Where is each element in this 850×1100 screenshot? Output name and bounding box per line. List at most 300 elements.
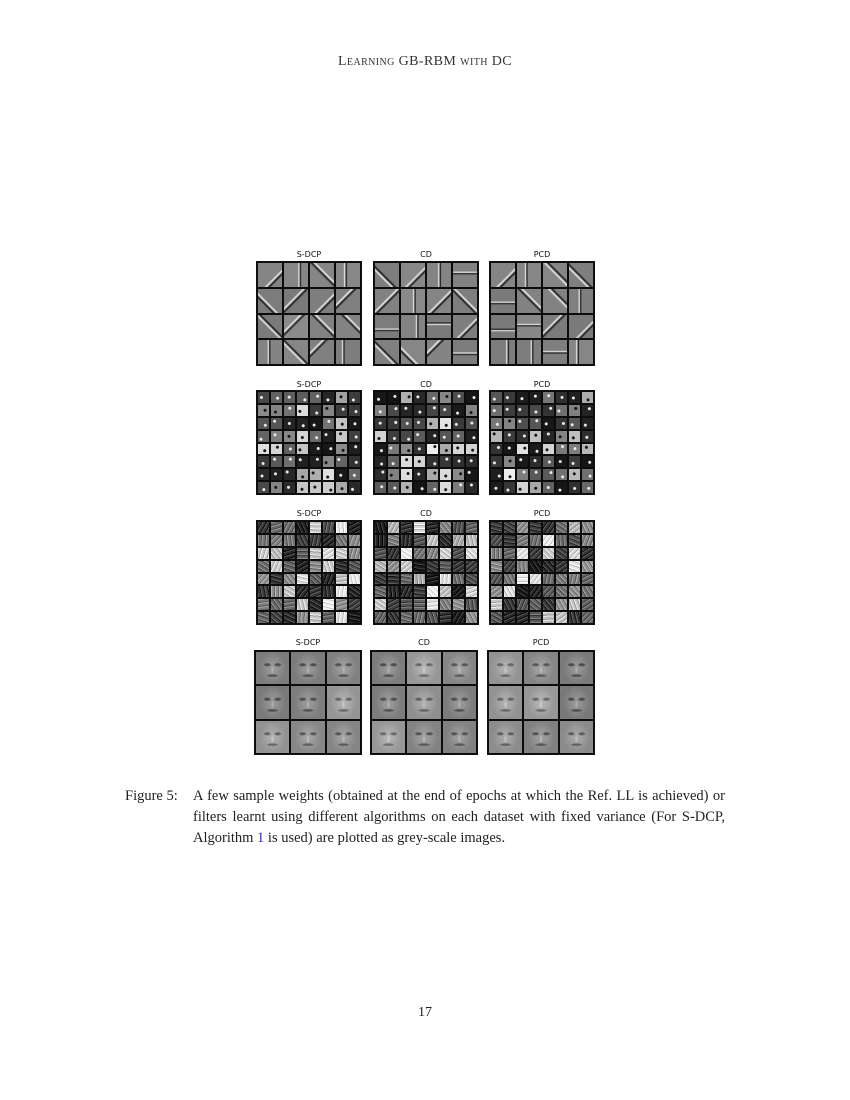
filter-image (542, 573, 555, 586)
filter-image (283, 585, 296, 598)
filter-image (335, 404, 348, 417)
filter-image (426, 391, 439, 404)
filter-image (322, 455, 335, 468)
filter-image (542, 404, 555, 417)
filter-image (374, 262, 400, 288)
filter-image (542, 417, 555, 430)
filter-image (426, 417, 439, 430)
filter-image (413, 521, 426, 534)
filter-image (439, 585, 452, 598)
filter-image (335, 262, 361, 288)
weights-grid-pcd (489, 261, 595, 366)
filter-image (283, 560, 296, 573)
filter-image (348, 391, 361, 404)
filter-image (465, 417, 478, 430)
figure-caption (125, 786, 725, 849)
filter-image (257, 417, 270, 430)
filter-image (529, 455, 542, 468)
filter-image (503, 417, 516, 430)
filter-image (581, 585, 594, 598)
filter-image (439, 443, 452, 456)
filter-image (283, 430, 296, 443)
weights-grid-pcd (489, 520, 595, 625)
filter-image (426, 455, 439, 468)
filter-image (465, 573, 478, 586)
filter-image (555, 534, 568, 547)
filter-image (283, 521, 296, 534)
panel-title: CD (418, 638, 430, 647)
filter-image (568, 443, 581, 456)
filter-image (374, 417, 387, 430)
filter-image (413, 547, 426, 560)
filter-image (465, 455, 478, 468)
filter-image (452, 262, 478, 288)
filter-image (465, 598, 478, 611)
filter-image (400, 391, 413, 404)
filter-image (426, 560, 439, 573)
filter-image (335, 534, 348, 547)
filter-image (296, 598, 309, 611)
filter-image (413, 560, 426, 573)
filter-image (439, 573, 452, 586)
filter-image (270, 455, 283, 468)
filter-image (255, 651, 290, 685)
filter-image (568, 573, 581, 586)
filter-image (581, 573, 594, 586)
filter-image (371, 720, 406, 754)
filter-image (555, 547, 568, 560)
filter-image (322, 481, 335, 494)
filter-image (555, 417, 568, 430)
filter-image (442, 720, 477, 754)
filter-image (296, 573, 309, 586)
filter-image (452, 288, 478, 314)
filter-image (270, 573, 283, 586)
filter-image (322, 430, 335, 443)
filter-image (400, 521, 413, 534)
filter-image (283, 481, 296, 494)
filter-image (348, 598, 361, 611)
filter-image (335, 468, 348, 481)
filter-image (413, 443, 426, 456)
filter-image (257, 430, 270, 443)
panel-title: CD (420, 380, 432, 389)
filter-image (581, 611, 594, 624)
weights-grid-cd (373, 261, 479, 366)
filter-image (296, 417, 309, 430)
filter-image (568, 314, 594, 340)
panel-title: PCD (532, 638, 550, 647)
filter-image (387, 481, 400, 494)
filter-image (270, 430, 283, 443)
filter-image (290, 685, 325, 719)
filter-image (283, 611, 296, 624)
filter-image (348, 534, 361, 547)
filter-image (426, 547, 439, 560)
filter-image (283, 314, 309, 340)
filter-image (465, 534, 478, 547)
filter-image (439, 560, 452, 573)
filter-image (335, 443, 348, 456)
filter-image (490, 611, 503, 624)
filter-image (426, 262, 452, 288)
filter-image (426, 404, 439, 417)
filter-image (296, 455, 309, 468)
filter-image (542, 547, 555, 560)
filter-image (322, 560, 335, 573)
filter-image (529, 534, 542, 547)
filter-image (490, 443, 503, 456)
filter-image (296, 585, 309, 598)
filter-image (335, 547, 348, 560)
filter-image (283, 547, 296, 560)
filter-image (503, 585, 516, 598)
filter-image (581, 455, 594, 468)
filter-image (309, 314, 335, 340)
filter-image (439, 404, 452, 417)
filter-image (568, 455, 581, 468)
running-head: Learning GB-RBM with DC (337, 54, 513, 69)
filter-image (374, 455, 387, 468)
filter-image (581, 391, 594, 404)
filter-image (322, 404, 335, 417)
filter-image (322, 611, 335, 624)
filter-image (387, 417, 400, 430)
filter-image (335, 288, 361, 314)
filter-image (529, 547, 542, 560)
filter-image (542, 598, 555, 611)
filter-image (283, 404, 296, 417)
filter-image (270, 611, 283, 624)
filter-image (296, 611, 309, 624)
filter-image (542, 288, 568, 314)
filter-image (426, 521, 439, 534)
filter-image (490, 455, 503, 468)
filter-image (490, 560, 503, 573)
filter-image (413, 534, 426, 547)
filter-image (568, 547, 581, 560)
filter-image (400, 585, 413, 598)
filter-image (490, 339, 516, 365)
filter-image (529, 573, 542, 586)
filter-image (413, 598, 426, 611)
filter-image (400, 288, 426, 314)
filter-image (322, 468, 335, 481)
filter-image (490, 417, 503, 430)
filter-image (283, 262, 309, 288)
filter-image (283, 455, 296, 468)
filter-image (348, 611, 361, 624)
filter-image (516, 288, 542, 314)
filter-image (387, 560, 400, 573)
filter-image (452, 404, 465, 417)
filter-image (296, 560, 309, 573)
filter-image (413, 455, 426, 468)
filter-image (322, 521, 335, 534)
filter-image (374, 560, 387, 573)
filter-image (555, 443, 568, 456)
filter-image (529, 404, 542, 417)
algorithm-reference-link[interactable]: 1 (257, 830, 265, 846)
filter-image (296, 391, 309, 404)
filter-image (348, 404, 361, 417)
filter-image (400, 481, 413, 494)
filter-image (490, 262, 516, 288)
filter-image (374, 391, 387, 404)
filter-image (257, 521, 270, 534)
filter-image (542, 455, 555, 468)
filter-image (400, 262, 426, 288)
filter-image (335, 430, 348, 443)
filter-image (568, 262, 594, 288)
filter-image (529, 468, 542, 481)
filter-image (568, 468, 581, 481)
panel-title: PCD (533, 250, 551, 259)
filter-image (581, 598, 594, 611)
filter-image (309, 288, 335, 314)
filter-image (490, 573, 503, 586)
filter-image (309, 598, 322, 611)
filter-image (374, 598, 387, 611)
filter-image (555, 611, 568, 624)
filter-image (529, 598, 542, 611)
filter-image (296, 534, 309, 547)
filter-image (309, 481, 322, 494)
filter-image (270, 404, 283, 417)
filter-image (555, 468, 568, 481)
caption-text (193, 786, 725, 849)
filter-image (490, 521, 503, 534)
filter-image (516, 534, 529, 547)
filter-image (516, 598, 529, 611)
filter-image (490, 391, 503, 404)
filter-image (283, 468, 296, 481)
filter-image (374, 521, 387, 534)
filter-image (400, 430, 413, 443)
filter-image (309, 547, 322, 560)
weights-grid-s-dcp (256, 520, 362, 625)
filter-image (348, 547, 361, 560)
filter-image (270, 481, 283, 494)
filter-image (516, 417, 529, 430)
filter-image (426, 314, 452, 340)
filter-image (426, 339, 452, 365)
filter-image (309, 560, 322, 573)
filter-image (523, 720, 558, 754)
filter-image (257, 534, 270, 547)
filter-image (309, 573, 322, 586)
filter-image (542, 391, 555, 404)
filter-image (374, 547, 387, 560)
filter-image (400, 560, 413, 573)
weights-grid-s-dcp (256, 261, 362, 366)
filter-image (529, 560, 542, 573)
filter-image (523, 685, 558, 719)
filter-image (387, 611, 400, 624)
filter-image (452, 417, 465, 430)
filter-image (283, 573, 296, 586)
filter-image (465, 585, 478, 598)
filter-image (503, 404, 516, 417)
filter-image (387, 443, 400, 456)
filter-image (426, 468, 439, 481)
filter-image (257, 611, 270, 624)
filter-image (374, 314, 400, 340)
filter-image (465, 547, 478, 560)
filter-image (465, 521, 478, 534)
filter-image (400, 339, 426, 365)
filter-image (335, 339, 361, 365)
filter-image (387, 547, 400, 560)
filter-image (348, 481, 361, 494)
filter-image (503, 547, 516, 560)
filter-image (568, 481, 581, 494)
filter-image (529, 521, 542, 534)
filter-image (322, 417, 335, 430)
filter-image (529, 481, 542, 494)
filter-image (400, 404, 413, 417)
filter-image (542, 443, 555, 456)
filter-image (257, 481, 270, 494)
filter-image (581, 417, 594, 430)
filter-image (270, 521, 283, 534)
filter-image (581, 547, 594, 560)
filter-image (400, 443, 413, 456)
filter-image (413, 481, 426, 494)
filter-image (516, 339, 542, 365)
filter-image (257, 455, 270, 468)
filter-image (465, 468, 478, 481)
filter-image (348, 417, 361, 430)
filter-image (555, 455, 568, 468)
filter-image (322, 391, 335, 404)
filter-image (581, 534, 594, 547)
filter-image (309, 443, 322, 456)
filter-image (348, 560, 361, 573)
filter-image (326, 720, 361, 754)
filter-image (270, 391, 283, 404)
filter-image (270, 547, 283, 560)
filter-image (568, 417, 581, 430)
filter-image (452, 521, 465, 534)
filter-image (542, 611, 555, 624)
filter-image (452, 339, 478, 365)
filter-image (335, 598, 348, 611)
filter-image (439, 455, 452, 468)
filter-image (309, 404, 322, 417)
filter-image (516, 262, 542, 288)
filter-image (296, 430, 309, 443)
panel-title: CD (420, 250, 432, 259)
filter-image (568, 521, 581, 534)
filter-image (503, 521, 516, 534)
filter-image (400, 534, 413, 547)
filter-image (257, 547, 270, 560)
filter-image (439, 430, 452, 443)
weights-grid-s-dcp (254, 650, 362, 755)
filter-image (335, 314, 361, 340)
filter-image (322, 547, 335, 560)
filter-image (283, 339, 309, 365)
filter-image (426, 481, 439, 494)
filter-image (516, 391, 529, 404)
filter-image (257, 314, 283, 340)
filter-image (387, 585, 400, 598)
filter-image (348, 455, 361, 468)
filter-image (387, 573, 400, 586)
filter-image (374, 288, 400, 314)
filter-image (465, 443, 478, 456)
filter-image (309, 455, 322, 468)
filter-image (400, 455, 413, 468)
filter-image (555, 573, 568, 586)
filter-image (503, 468, 516, 481)
filter-image (426, 430, 439, 443)
filter-image (335, 560, 348, 573)
filter-image (348, 585, 361, 598)
filter-image (452, 547, 465, 560)
filter-image (387, 430, 400, 443)
filter-image (581, 468, 594, 481)
panel-title: PCD (533, 509, 551, 518)
filter-image (516, 404, 529, 417)
filter-image (326, 685, 361, 719)
filter-image (568, 391, 581, 404)
filter-image (516, 430, 529, 443)
filter-image (490, 288, 516, 314)
filter-image (442, 685, 477, 719)
filter-image (555, 430, 568, 443)
filter-image (542, 560, 555, 573)
filter-image (406, 651, 441, 685)
filter-image (335, 417, 348, 430)
filter-image (257, 262, 283, 288)
caption-text-part-2: is used) are plotted as grey-scale images. (264, 830, 506, 846)
caption-text-part-1: A few sample weights (obtained at the end of epochs at which the Ref. LL is achieved) or filters learnt using different algorithms on each dataset with fixed variance (For S-DCP, Algorithm (193, 788, 725, 846)
filter-image (270, 534, 283, 547)
weights-grid-cd (373, 390, 479, 495)
filter-image (555, 585, 568, 598)
filter-image (387, 391, 400, 404)
filter-image (257, 468, 270, 481)
filter-image (490, 314, 516, 340)
filter-image (555, 404, 568, 417)
filter-image (439, 417, 452, 430)
filter-image (309, 534, 322, 547)
filter-image (490, 481, 503, 494)
filter-image (348, 443, 361, 456)
filter-image (257, 585, 270, 598)
filter-image (439, 611, 452, 624)
filter-image (542, 468, 555, 481)
filter-image (559, 720, 594, 754)
filter-image (516, 468, 529, 481)
filter-image (387, 404, 400, 417)
filter-image (413, 468, 426, 481)
panel-title: S-DCP (296, 509, 322, 518)
filter-image (413, 404, 426, 417)
filter-image (296, 468, 309, 481)
filter-image (555, 598, 568, 611)
filter-image (335, 521, 348, 534)
filter-image (335, 455, 348, 468)
filter-image (400, 468, 413, 481)
filter-image (255, 720, 290, 754)
filter-image (270, 443, 283, 456)
filter-image (465, 560, 478, 573)
filter-image (335, 391, 348, 404)
filter-image (309, 585, 322, 598)
